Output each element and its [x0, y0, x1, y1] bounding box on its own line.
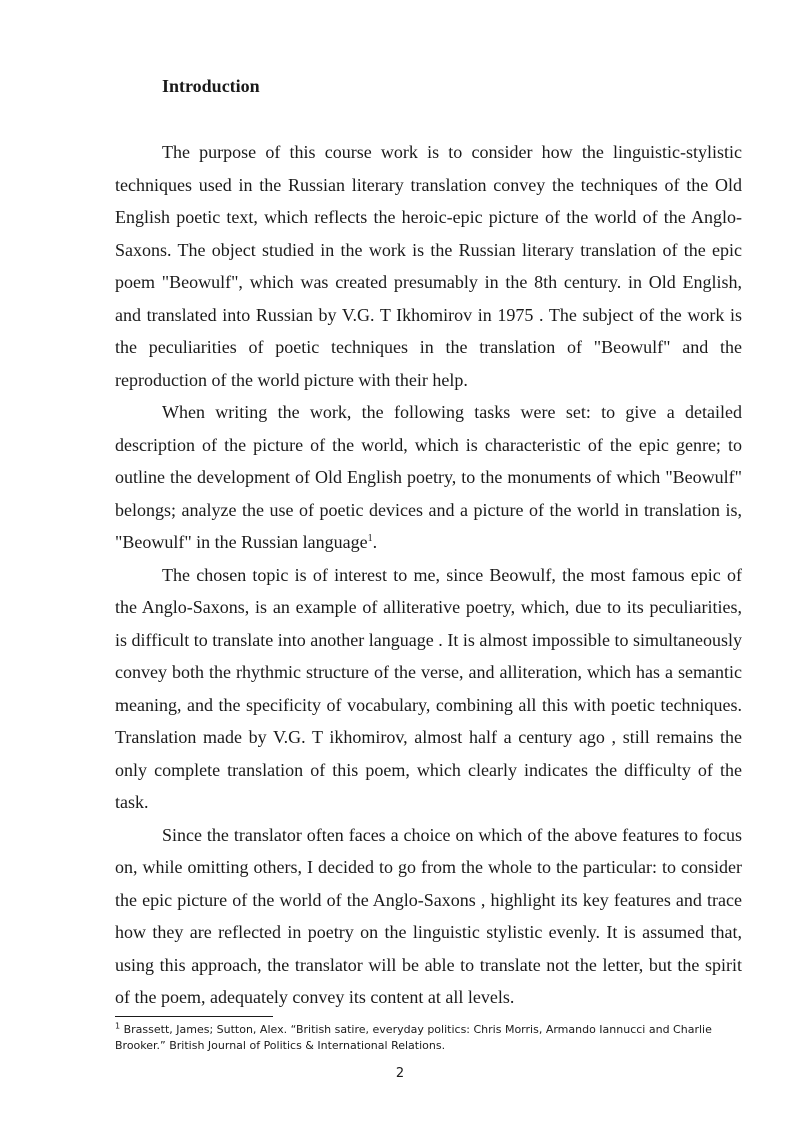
paragraph — [115, 396, 742, 559]
page-number: 2 — [395, 1066, 405, 1081]
section-heading: Introduction — [162, 76, 260, 96]
footnote — [115, 1022, 735, 1054]
paragraph-end: . — [372, 532, 378, 552]
paragraph: The purpose of this course work is to consider how the linguistic-stylistic techniques used in the Russian literary translation convey the techniques of the Old English poetic text, which reflects the heroic-epic picture of the world of the Anglo-Saxons. The object studied in the work is the Russian literary translation of the epic poem "Beowulf", which was created presumably in the 8th century. in Old English, and translated into Russian by V.G. T Ikhomirov in 1975 . The subject of the work is the peculiarities of poetic techniques in the translation of "Beowulf" and the reproduction of the world picture with their help. — [115, 142, 742, 390]
footnote-separator — [115, 1016, 273, 1017]
paragraph-text: When writing the work, the following tasks were set: to give a detailed description of the picture of the world, which is characteristic of the epic genre; to outline the development of Old English poetry, to the monuments of which "Beowulf" belongs; analyze the use of poetic devices and a picture of the world in translation is, "Beowulf" in the Russian language — [115, 402, 742, 552]
paragraph: The chosen topic is of interest to me, since Beowulf, the most famous epic of the Anglo-Saxons, is an example of alliterative poetry, which, due to its peculiarities, is difficult to translate into another language . It is almost impossible to simultaneously convey both the rhythmic structure of the verse, and alliteration, which has a semantic meaning, and the specificity of vocabulary, combining all this with poetic techniques. Translation made by V.G. T ikhomirov, almost half a century ago , still remains the only complete translation of this poem, which clearly indicates the difficulty of the task. — [115, 564, 742, 812]
footnote-mark: 1 — [115, 1021, 121, 1031]
footnote-text: Brassett, James; Sutton, Alex. “British satire, everyday politics: Chris Morris, Armando Iannucci and Charlie Brooker.” British Journal of Politics & International Relations. — [115, 1023, 712, 1052]
footnote-reference[interactable]: 1 — [367, 533, 373, 544]
paragraph: Since the translator often faces a choice on which of the above features to focus on, while omitting others, I decided to go from the whole to the particular: to consider the epic picture of the world of the Anglo-Saxons , highlight its key features and trace how they are reflected in poetry on the linguistic stylistic evenly. It is assumed that, using this approach, the translator will be able to translate not the letter, but the spirit of the poem, adequately convey its content at all levels. — [115, 824, 742, 1007]
body-text — [115, 136, 742, 1014]
